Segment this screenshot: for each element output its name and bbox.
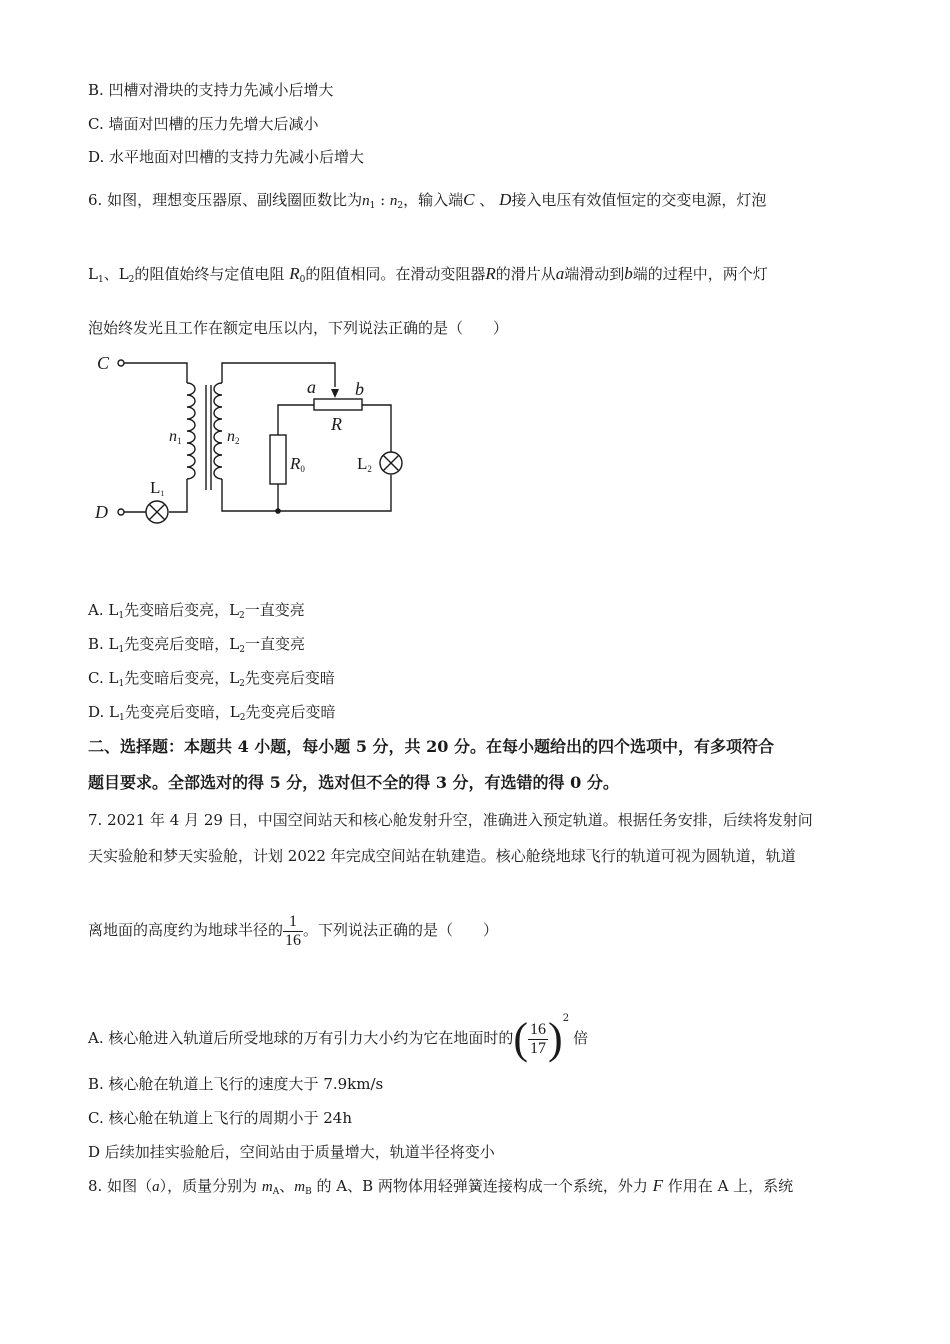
label-n1: n1 <box>169 428 182 446</box>
section2-heading-line2: 题目要求。全部选对的得 5 分，选对但不全的得 3 分，有选错的得 0 分。 <box>88 773 619 792</box>
q6-line3: 泡始终发光且工作在额定电压以内，下列说法正确的是（ ） <box>88 319 509 337</box>
secondary-coil <box>214 383 222 479</box>
q6-line1: 6. 如图，理想变压器原、副线圈匝数比为$n_1$ : $n_2$，输入端C 、 D接入电压有效值恒定的交变电源，灯泡 <box>88 190 767 211</box>
q6-option-b: B. $L_1$先变亮后变暗，$L_2$一直变亮 <box>88 635 305 655</box>
terminal-c-icon <box>118 360 124 366</box>
label-r: R <box>331 414 342 434</box>
q7-fraction: $\frac{1}{16}$ <box>285 912 302 949</box>
terminal-d-icon <box>118 509 124 515</box>
q5-option-b: B. 凹槽对滑块的支持力先减小后增大 <box>88 81 334 99</box>
rheostat-r <box>314 399 362 410</box>
q7-option-b: B. 核心舱在轨道上飞行的速度大于 7.9km/s <box>88 1075 384 1093</box>
q5-option-d: D. 水平地面对凹槽的支持力先减小后增大 <box>88 148 365 166</box>
q8-line1: 8. 如图（a），质量分别为 $m_A$、$m_B$ 的 A、B 两物体用轻弹簧连接构成一个系统，外力 F 作用在 A 上，系统 <box>88 1176 794 1197</box>
section2-heading-line1: 二、选择题：本题共 4 小题，每小题 5 分，共 20 分。在每小题给出的四个选项中，有多项符合 <box>88 737 774 756</box>
label-d: D <box>95 502 108 522</box>
resistor-r0 <box>270 435 286 484</box>
q5-option-c: C. 墙面对凹槽的压力先增大后减小 <box>88 115 319 133</box>
q6-option-c: C. $L_1$先变暗后变亮，$L_2$先变亮后变暗 <box>88 669 335 689</box>
transformer-circuit-diagram <box>85 345 425 535</box>
rheostat-left-wire <box>278 405 314 435</box>
junction-dot <box>275 508 281 514</box>
rheostat-right-wire <box>362 405 391 452</box>
label-b: b <box>355 379 364 399</box>
slider-arrow-icon <box>331 389 339 398</box>
secondary-bottom-wire <box>222 475 391 511</box>
label-l1: L1 <box>150 478 165 498</box>
q7-option-d: D 后续加挂实验舱后，空间站由于质量增大，轨道半径将变小 <box>88 1143 495 1161</box>
q7-option-c: C. 核心舱在轨道上飞行的周期小于 24h <box>88 1109 352 1127</box>
label-n2: n2 <box>227 428 240 446</box>
q6-option-d: D. $L_1$先变亮后变暗，$L_2$先变亮后变暗 <box>88 703 336 723</box>
q6-line2: $L_1$、$L_2$的阻值始终与定值电阻 $R_0$的阻值相同。在滑动变阻器R的滑片从a端滑动到b端的过程中，两个灯 <box>88 264 768 285</box>
label-a: a <box>307 377 316 397</box>
q6-option-a: A. $L_1$先变暗后变亮，$L_2$一直变亮 <box>88 601 305 621</box>
q7-line3: 离地面的高度约为地球半径的 $\frac{1}{16}$ 。下列说法正确的是（ ） <box>88 912 499 949</box>
label-c: C <box>97 353 110 373</box>
label-l2: L2 <box>357 454 372 474</box>
primary-coil <box>187 383 195 479</box>
q7-option-a: A. 核心舱进入轨道后所受地球的万有引力大小约为它在地面时的( $\frac{16}{17}$ )$^2$倍 <box>88 1013 589 1063</box>
primary-top-wire <box>124 363 187 383</box>
secondary-top-wire <box>222 363 335 387</box>
primary-bottom-wire <box>169 479 187 512</box>
label-r0: R0 <box>290 454 305 474</box>
q7-option-a-fraction: $\frac{16}{17}$ <box>530 1020 547 1057</box>
q7-line1: 7. 2021 年 4 月 29 日，中国空间站天和核心舱发射升空，准确进入预定轨道。根据任务安排，后续将发射问 <box>88 811 813 829</box>
q7-line2: 天实验舱和梦天实验舱，计划 2022 年完成空间站在轨建造。核心舱绕地球飞行的轨道可视为圆轨道，轨道 <box>88 847 796 865</box>
